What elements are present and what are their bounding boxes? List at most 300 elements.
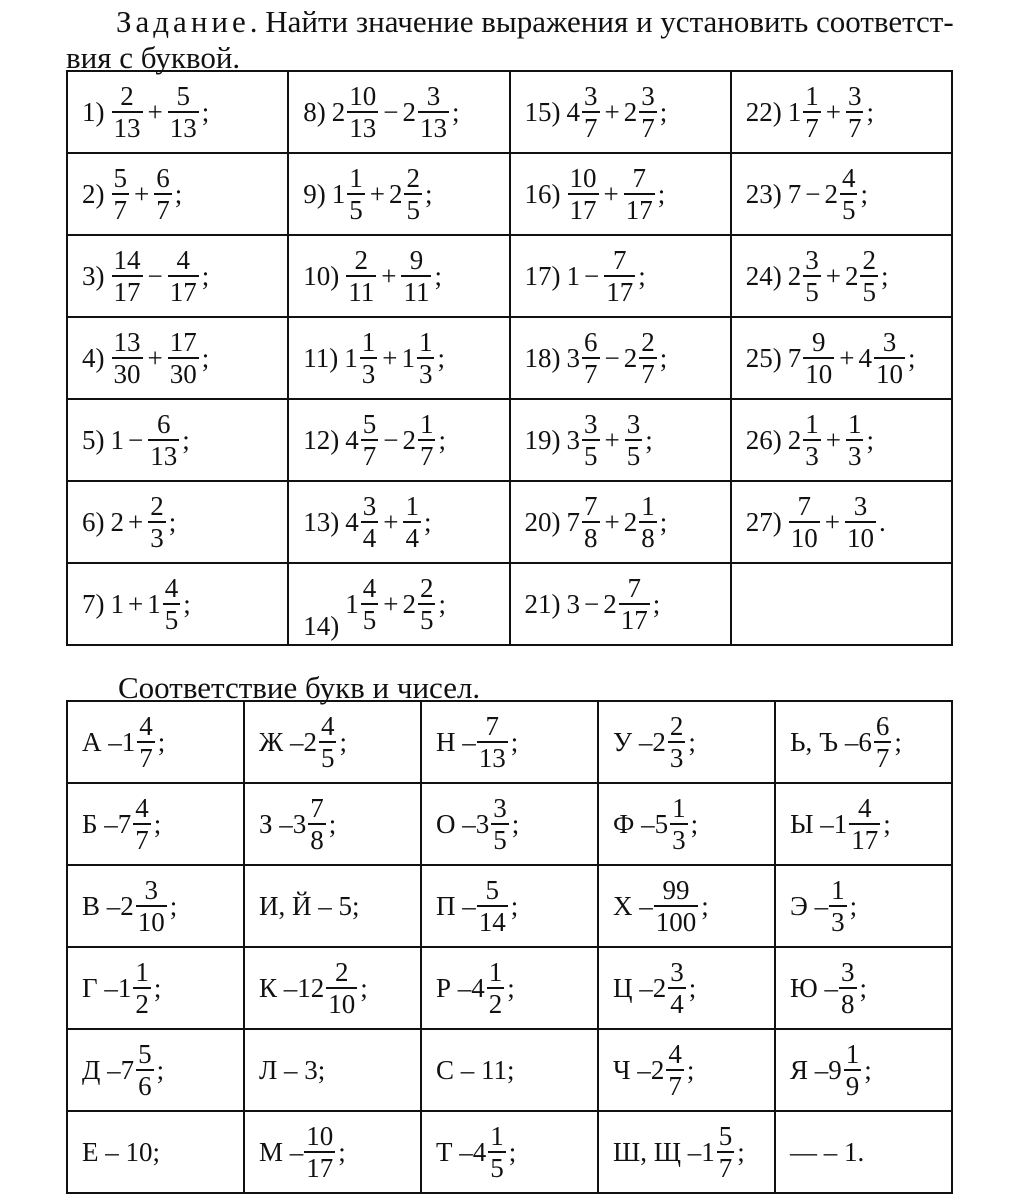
letter-cell	[598, 701, 775, 783]
terminator: ;	[864, 1054, 872, 1085]
mixed-number	[828, 1039, 862, 1101]
mixed-number	[476, 711, 509, 773]
numerator: 1	[805, 81, 819, 111]
denominator: 5	[490, 1153, 504, 1183]
letter-cell	[421, 701, 598, 783]
numerator: 10	[349, 81, 377, 111]
denominator: 7	[362, 441, 377, 471]
task-cell	[67, 71, 288, 153]
task-cell	[510, 399, 731, 481]
numerator: 4	[858, 793, 872, 823]
whole-part: 1	[117, 972, 132, 1003]
whole-part: 1	[345, 588, 359, 619]
whole-part: 5	[654, 808, 669, 839]
letter-cell	[67, 783, 244, 865]
task-number: 16)	[524, 178, 561, 209]
mixed-number	[473, 1121, 507, 1183]
letter-cell	[598, 865, 775, 947]
mixed-number	[838, 957, 858, 1019]
task-expression	[303, 491, 508, 553]
fraction	[803, 409, 821, 471]
task-number: 21)	[524, 588, 561, 619]
whole-part: 2	[402, 96, 416, 127]
mixed-number	[402, 573, 436, 635]
operator: +	[383, 506, 399, 537]
mixed-number	[303, 1121, 336, 1183]
numerator: 9	[409, 245, 424, 275]
numerator: 1	[405, 491, 419, 521]
mixed-number	[624, 81, 658, 143]
numerator: 2	[669, 711, 684, 741]
whole-part: 2	[120, 890, 134, 921]
denominator: 17	[851, 825, 879, 855]
task-cell	[288, 563, 509, 645]
task-row	[67, 71, 952, 153]
numerator: 2	[354, 245, 368, 275]
letter-mapping	[82, 957, 243, 1019]
denominator: 7	[805, 113, 819, 143]
task-number: 5)	[82, 424, 105, 455]
task-row	[67, 235, 952, 317]
letter-cell	[244, 1029, 421, 1111]
letter-cell	[421, 783, 598, 865]
denominator: 8	[841, 989, 855, 1019]
task-cell	[731, 481, 952, 563]
terminator: ;	[360, 972, 368, 1003]
operator: +	[604, 506, 620, 537]
mixed-number	[624, 327, 658, 389]
mixed-number	[624, 491, 658, 553]
whole-part: 3	[292, 808, 307, 839]
letter-cell	[598, 1029, 775, 1111]
denominator: 5	[626, 441, 641, 471]
whole-part: 1	[147, 588, 161, 619]
letter-mapping	[613, 1121, 774, 1183]
terminator: ;	[157, 726, 166, 757]
whole-part: 7	[787, 342, 802, 373]
task-cell	[67, 153, 288, 235]
task-cell	[731, 399, 952, 481]
terminator: ;	[338, 1136, 346, 1167]
task-expression	[82, 491, 287, 553]
fraction	[487, 957, 505, 1019]
denominator: 13	[419, 113, 447, 143]
task-number: 1)	[82, 96, 105, 127]
denominator: 100	[655, 907, 697, 937]
numerator: 7	[797, 491, 811, 521]
mixed-number	[788, 409, 822, 471]
fraction	[168, 245, 199, 307]
numerator: 5	[113, 163, 127, 193]
fraction	[639, 491, 657, 553]
task-number: 7)	[82, 588, 105, 619]
numerator: 3	[144, 875, 159, 905]
numerator: 2	[641, 327, 655, 357]
letter-mapping	[436, 1055, 597, 1086]
letter-label: В –	[82, 890, 121, 921]
numerator: 3	[584, 409, 598, 439]
denominator: 3	[418, 359, 433, 389]
operator: −	[584, 588, 600, 619]
denominator: 17	[569, 195, 597, 225]
denominator: 3	[805, 441, 819, 471]
whole-part: 1	[344, 342, 358, 373]
letter-mapping	[436, 793, 597, 855]
denominator: 7	[641, 359, 655, 389]
whole-part: 2	[787, 424, 802, 455]
task-number: 15)	[524, 96, 561, 127]
letter-label: П –	[436, 890, 476, 921]
operator: +	[604, 96, 620, 127]
terminator: ;	[688, 726, 696, 757]
operator: +	[825, 260, 841, 291]
operator: +	[825, 96, 841, 127]
task-number: 10)	[303, 260, 340, 291]
integer: 2	[110, 506, 124, 537]
terminator: ;	[894, 726, 902, 757]
fraction	[112, 81, 143, 143]
operator: −	[128, 424, 144, 455]
whole-part: 7	[120, 1054, 135, 1085]
terminator: ;	[201, 96, 210, 127]
numerator: 6	[156, 409, 171, 439]
letter-cell	[775, 1111, 952, 1193]
fraction	[304, 1121, 335, 1183]
letter-label: Д –	[82, 1054, 121, 1085]
letter-cell	[598, 947, 775, 1029]
whole-part: 2	[303, 726, 317, 757]
fraction	[654, 875, 699, 937]
letter-label: Ч –	[613, 1054, 651, 1085]
task-cell	[288, 399, 509, 481]
mixed-number	[788, 81, 822, 143]
fraction	[488, 1121, 506, 1183]
terminator: ;	[880, 260, 889, 291]
operator: +	[128, 588, 144, 619]
letter-label: Ц –	[613, 972, 653, 1003]
task-expression	[303, 327, 508, 389]
terminator: ;	[688, 972, 697, 1003]
letter-mapping	[790, 793, 951, 855]
mixed-number	[858, 711, 892, 773]
denominator: 17	[625, 195, 653, 225]
mixed-number	[345, 573, 379, 635]
fraction	[347, 81, 378, 143]
fraction	[625, 409, 643, 471]
denominator: 5	[406, 195, 420, 225]
task-expression	[82, 573, 287, 635]
denominator: 3	[831, 907, 845, 937]
mixed-number	[653, 875, 700, 937]
mixed-number	[858, 327, 906, 389]
task-number: 26)	[745, 424, 782, 455]
letter-label: Я –	[790, 1054, 829, 1085]
denominator: 10	[805, 359, 833, 389]
task-expression	[303, 81, 508, 143]
mixed-number	[147, 409, 180, 471]
mixed-number	[567, 327, 601, 389]
mixed-number	[788, 491, 821, 553]
task-cell	[288, 71, 509, 153]
mixed-number	[567, 491, 601, 553]
whole-part: 9	[828, 1054, 842, 1085]
operator: +	[603, 178, 619, 209]
numerator: 4	[362, 573, 377, 603]
whole-part: 2	[652, 726, 666, 757]
fraction	[136, 875, 167, 937]
mixed-number	[655, 793, 689, 855]
fraction	[168, 327, 199, 389]
mixed-number	[153, 163, 173, 225]
mixed-number	[402, 409, 436, 471]
letter-label: И, Й – 5;	[259, 890, 360, 921]
letter-label: Ф –	[613, 808, 655, 839]
numerator: 7	[310, 793, 324, 823]
terminator: ;	[153, 808, 162, 839]
mixed-number	[402, 81, 450, 143]
letter-label: Ш, Щ –	[613, 1136, 702, 1167]
denominator: 5	[320, 743, 335, 773]
letter-mapping	[790, 711, 951, 773]
letter-mapping	[790, 875, 951, 937]
letter-label: У –	[613, 726, 653, 757]
integer: 7	[787, 178, 802, 209]
denominator: 2	[135, 989, 149, 1019]
mixed-number	[845, 245, 879, 307]
operator: +	[383, 588, 399, 619]
denominator: 17	[306, 1153, 334, 1183]
fraction	[148, 409, 179, 471]
task-statement	[66, 4, 966, 76]
mixed-number	[120, 875, 168, 937]
mixed-number	[303, 711, 337, 773]
fraction	[860, 245, 878, 307]
numerator: 1	[361, 327, 376, 357]
terminator: ;	[511, 808, 520, 839]
mixed-number	[844, 491, 877, 553]
task-cell	[67, 563, 288, 645]
letters-table	[66, 700, 953, 1194]
fraction	[582, 409, 600, 471]
operator: +	[147, 96, 163, 127]
numerator: 1	[419, 409, 434, 439]
letter-label: Х –	[613, 890, 653, 921]
whole-part: 2	[623, 96, 638, 127]
task-cell	[288, 153, 509, 235]
mixed-number	[167, 81, 200, 143]
denominator: 5	[584, 441, 598, 471]
numerator: 6	[584, 327, 598, 357]
numerator: 7	[612, 245, 627, 275]
task-cell	[510, 481, 731, 563]
numerator: 1	[641, 491, 655, 521]
numerator: 5	[138, 1039, 152, 1069]
letter-label: Р –	[436, 972, 472, 1003]
operator: −	[147, 260, 163, 291]
operator: +	[128, 506, 144, 537]
fraction	[840, 163, 858, 225]
denominator: 3	[672, 825, 686, 855]
operator: +	[381, 260, 397, 291]
letter-mapping	[436, 1121, 597, 1183]
letter-cell	[775, 947, 952, 1029]
task-cell	[288, 235, 509, 317]
fraction	[829, 875, 847, 937]
task-expression	[303, 245, 508, 307]
denominator: 9	[845, 1071, 860, 1101]
whole-part: 2	[623, 342, 638, 373]
numerator: 4	[135, 793, 149, 823]
task-cell	[67, 235, 288, 317]
fraction	[639, 81, 657, 143]
terminator: ;	[866, 424, 874, 455]
letter-cell	[598, 783, 775, 865]
mixed-number	[603, 573, 651, 635]
denominator: 13	[478, 743, 506, 773]
numerator: 7	[485, 711, 499, 741]
letter-mapping	[436, 875, 597, 937]
terminator: ;	[737, 1136, 745, 1167]
numerator: 4	[841, 163, 856, 193]
task-text-line1: . Найти значение выражения и установить соответст-	[249, 4, 954, 39]
numerator: 3	[641, 81, 655, 111]
fraction	[670, 793, 688, 855]
operator: +	[147, 342, 163, 373]
numerator: 7	[627, 573, 641, 603]
fraction	[133, 793, 151, 855]
numerator: 2	[419, 573, 434, 603]
numerator: 99	[662, 875, 690, 905]
letter-label: Н –	[436, 726, 476, 757]
fraction	[803, 81, 821, 143]
task-row	[67, 153, 952, 235]
terminator: ;	[686, 1054, 695, 1085]
terminator: ;	[183, 588, 191, 619]
task-number: 27)	[745, 506, 782, 537]
task-number: 8)	[303, 96, 326, 127]
terminator: ;	[423, 506, 432, 537]
mixed-number	[401, 327, 435, 389]
numerator: 7	[632, 163, 646, 193]
whole-part: 3	[566, 342, 580, 373]
fraction	[133, 957, 151, 1019]
mixed-number	[653, 957, 687, 1019]
mixed-number	[476, 793, 510, 855]
fraction	[112, 163, 130, 225]
numerator: 1	[488, 957, 503, 987]
fraction	[846, 409, 864, 471]
whole-part: 2	[652, 972, 667, 1003]
letter-mapping	[82, 1137, 243, 1168]
mixed-number	[623, 163, 656, 225]
whole-part: 2	[331, 96, 346, 127]
integer: 3	[566, 588, 580, 619]
denominator: 7	[139, 743, 153, 773]
letter-row	[67, 947, 952, 1029]
fraction	[582, 327, 600, 389]
numerator: 3	[493, 793, 507, 823]
mixed-number	[476, 875, 509, 937]
numerator: 10	[569, 163, 597, 193]
letter-label: О –	[436, 808, 476, 839]
task-row	[67, 399, 952, 481]
operator: −	[604, 342, 620, 373]
task-expression	[82, 409, 287, 471]
fraction	[418, 81, 449, 143]
letter-label: Е – 10;	[82, 1136, 160, 1167]
fraction	[668, 957, 686, 1019]
numerator: 3	[853, 491, 868, 521]
denominator: 11	[348, 277, 375, 307]
numerator: 3	[426, 81, 441, 111]
task-expression	[525, 573, 730, 635]
denominator: 17	[113, 277, 141, 307]
correspondence-title: Соответствие букв и чисел.	[118, 670, 481, 705]
letter-cell	[244, 783, 421, 865]
denominator: 13	[113, 113, 141, 143]
task-number: 19)	[524, 424, 561, 455]
letter-mapping	[790, 1137, 951, 1168]
numerator: 6	[875, 711, 890, 741]
mixed-number	[845, 81, 865, 143]
mixed-number	[345, 491, 379, 553]
denominator: 7	[113, 195, 127, 225]
numerator: 5	[718, 1121, 733, 1151]
mixed-number	[402, 491, 422, 553]
fraction	[136, 1039, 154, 1101]
numerator: 14	[113, 245, 141, 275]
terminator: ;	[508, 1136, 517, 1167]
task-cell	[510, 563, 731, 645]
fraction	[582, 81, 600, 143]
letter-label: Ы –	[790, 808, 834, 839]
numerator: 2	[335, 957, 349, 987]
mixed-number	[824, 163, 858, 225]
task-expression	[525, 491, 730, 553]
terminator: ;	[424, 178, 433, 209]
denominator: 4	[405, 523, 419, 553]
fraction	[844, 1039, 862, 1101]
denominator: 4	[362, 523, 377, 553]
whole-part: 4	[566, 96, 580, 127]
numerator: 9	[812, 327, 826, 357]
letter-cell	[775, 783, 952, 865]
fraction	[624, 163, 655, 225]
denominator: 3	[361, 359, 376, 389]
terminator: ;	[168, 506, 177, 537]
task-expression	[525, 81, 730, 143]
operator: −	[383, 96, 399, 127]
mixed-number	[567, 409, 601, 471]
task-cell	[731, 71, 952, 153]
task-expression	[746, 81, 951, 143]
numerator: 2	[120, 81, 134, 111]
letter-mapping	[259, 711, 420, 773]
letter-row	[67, 701, 952, 783]
mixed-number	[293, 793, 327, 855]
fraction	[582, 491, 600, 553]
letter-cell	[244, 1111, 421, 1193]
letter-cell	[598, 1111, 775, 1193]
numerator: 3	[805, 245, 819, 275]
fraction	[789, 491, 820, 553]
denominator: 10	[790, 523, 818, 553]
letter-mapping	[259, 1055, 420, 1086]
mixed-number	[651, 1039, 685, 1101]
letter-row	[67, 1111, 952, 1193]
whole-part: 1	[121, 726, 136, 757]
letter-cell	[67, 701, 244, 783]
